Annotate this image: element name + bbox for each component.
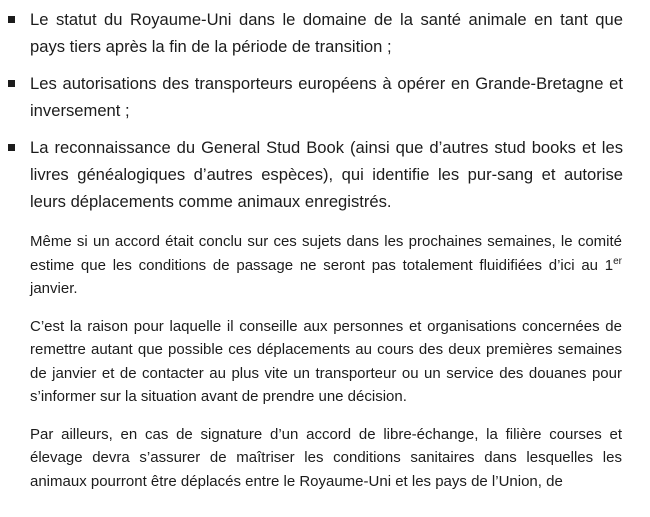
bullet-text: La reconnaissance du General Stud Book (ainsi que d’autres stud books et les livres généalogiques d’autres espèces), qui identifie les pur-sang et autorise leurs déplacements comme animaux enregistrés. [30, 138, 623, 211]
square-bullet-icon [8, 80, 15, 87]
bullet-text: Le statut du Royaume-Uni dans le domaine de la santé animale en tant que pays tiers après la fin de la période de transition ; [30, 10, 623, 56]
bullet-list [8, 6, 623, 225]
paragraph: Par ailleurs, en cas de signature d’un accord de libre-échange, la filière courses et élevage devra s’assurer de maîtriser les conditions sanitaires dans lesquelles les animaux pourront être déplacés entre le Royaume-Uni et les pays de l’Union, de [30, 425, 622, 490]
paragraph: C’est la raison pour laquelle il conseille aux personnes et organisations concernées de remettre autant que possible ces déplacements au cours des deux premières semaines de janvier et de contacter au plus vite un transporteur ou un service des douanes pour s’informer sur la situation avant de prendre une décision. [30, 317, 622, 405]
bullet-text: Les autorisations des transporteurs européens à opérer en Grande-Bretagne et inversement ; [30, 74, 623, 120]
square-bullet-icon [8, 144, 15, 151]
list-item [8, 6, 623, 60]
ordinal-superscript: er [613, 255, 622, 267]
paragraph-text: Même si un accord était conclu sur ces sujets dans les prochaines semaines, le comité estime que les conditions de passage ne seront pas totalement fluidifiées d’ici au 1 [30, 233, 622, 274]
paragraph [30, 230, 622, 301]
square-bullet-icon [8, 16, 15, 23]
list-item [8, 70, 623, 124]
list-item [8, 134, 623, 215]
paragraph-text-end: janvier. [30, 280, 78, 297]
body-paragraphs [30, 230, 622, 507]
